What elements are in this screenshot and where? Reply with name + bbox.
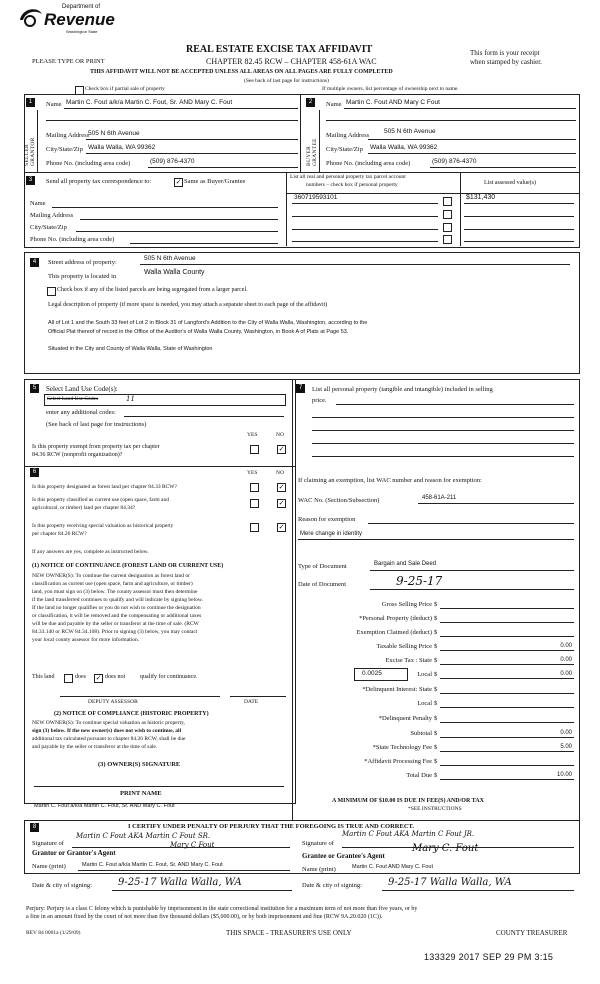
parcel-2-personal-checkbox[interactable] — [443, 210, 452, 219]
logo-state-text: Washington State — [66, 29, 98, 34]
section-1-number: 1 — [26, 98, 35, 107]
segregated-label: Check box if any of the listed parcels are being segregated from a larger parcel. — [57, 287, 248, 293]
continuance-line: If the land no longer qualifies or you do not wish to continue the designation — [32, 605, 201, 611]
amount-line[interactable] — [440, 722, 574, 723]
local-rate-value: 0.0025 — [362, 670, 382, 677]
exemption-claimed-label: Exemption Claimed (deduct) — [356, 629, 432, 636]
wac-line — [418, 503, 574, 504]
taxable-selling-label: Taxable Selling Price — [376, 643, 432, 650]
s6-q1-yes-checkbox[interactable] — [250, 483, 259, 492]
amount-line[interactable] — [440, 608, 574, 609]
street-line — [140, 264, 570, 265]
section-6-number: 6 — [30, 468, 39, 477]
s6-q1-no-checkbox[interactable]: ✓ — [278, 483, 285, 491]
perjury-text-1: Perjury: Perjury is a class C felony which is punishable by imprisonment in the state correctional institution for a maximum term of not more than five years, or by — [26, 906, 418, 912]
logo-revenue-text: Revenue — [44, 10, 115, 29]
total-due-label: Total Due — [406, 772, 432, 779]
technology-fee-value: 5.00 — [560, 744, 572, 750]
section-5-number: 5 — [30, 384, 39, 393]
divider-1-2 — [300, 94, 301, 172]
amount-line[interactable] — [440, 707, 574, 708]
subtotal-label: Subtotal — [410, 730, 432, 737]
reason-label: Reason for exemption — [298, 516, 356, 523]
see-back-text: (See back of last page for instructions) — [244, 78, 329, 84]
segregated-checkbox[interactable] — [47, 287, 56, 296]
excise-local-value: 0.00 — [560, 671, 572, 677]
s3-mailing-line — [80, 219, 278, 220]
buyer-name-line — [344, 108, 576, 109]
legal-line-1: All of Lot 1 and the South 33 feet of Lot 2 in Block 31 of Langford's Addition to the City of Walla Walla, Washington, according to the — [48, 320, 368, 326]
parcel-line-3 — [292, 229, 438, 230]
parcel-header-2: numbers – check box if personal property — [306, 182, 398, 188]
section-7-number: 7 — [296, 384, 305, 393]
assessed-line-2 — [464, 216, 574, 217]
buyer-phone-label: Phone No. (including area code) — [326, 160, 411, 167]
amount-line[interactable] — [440, 664, 574, 665]
amount-line[interactable] — [440, 751, 574, 752]
seller-phone-line — [148, 167, 298, 168]
grantee-signature-1: Martin C Fout AKA Martin C Fout JR. — [342, 830, 475, 838]
grantee-date-label: Date & city of signing: — [302, 882, 362, 889]
dollar-sign: $ — [434, 657, 438, 664]
partial-sale-label: Check box if partial sale of property — [85, 86, 165, 92]
receipt-note-1: This form is your receipt — [470, 49, 540, 57]
street-label: Street address of property: — [48, 259, 117, 266]
assessed-line-1 — [464, 203, 574, 204]
dollar-sign: $ — [434, 601, 438, 608]
continuance-title: (1) NOTICE OF CONTINUANCE (FOREST LAND OR CURRENT USE) — [32, 563, 224, 569]
section-3-divider-a — [286, 172, 287, 246]
dollar-sign: $ — [434, 643, 438, 650]
land-use-code-value: 11 — [126, 395, 135, 403]
qualify-label: qualify for continuance. — [140, 674, 198, 680]
legal-line-2: Official Plat thereof of record in the Office of the Auditor's of Walla Walla County, Washington, in Book A of Plats at Page 53. — [48, 329, 349, 335]
form-subtitle: CHAPTER 82.45 RCW – CHAPTER 458-61A WAC — [206, 57, 377, 66]
grantor-signature-label: Signature of — [32, 840, 64, 847]
delinquent-interest-local-label: Local — [417, 700, 432, 707]
does-not-checkbox[interactable]: ✓ — [95, 674, 102, 682]
amount-line[interactable] — [440, 765, 574, 766]
s6-q3a: Is this property receiving special valuation as historical property — [32, 523, 174, 529]
personal-line-5[interactable] — [312, 456, 574, 457]
grantee-signature-line[interactable] — [342, 847, 574, 848]
buyer-name-value[interactable]: Martin C. Fout AND Mary C Fout — [346, 99, 440, 106]
dollar-sign: $ — [434, 744, 438, 751]
logo-mark-icon — [18, 6, 44, 28]
excise-state-label: Excise Tax : State — [385, 657, 432, 664]
grantor-print-label: Name (print) — [32, 863, 66, 870]
grantor-agent-label: Grantor or Grantor's Agent — [32, 849, 116, 857]
s6-q2-yes-checkbox[interactable] — [250, 499, 259, 508]
assessed-line-3 — [464, 229, 574, 230]
section-4-number: 4 — [30, 258, 39, 267]
assessed-header: List assessed value(s) — [484, 180, 536, 186]
personal-line-1[interactable] — [336, 404, 574, 405]
s3-city-label: City/State/Zip — [30, 224, 67, 231]
grantor-date-line — [112, 890, 292, 891]
technology-fee-label: *State Technology Fee — [372, 744, 432, 751]
continuance-line: will be due and payable by the seller or transferor at the time of sale. (RCW — [32, 621, 199, 627]
personal-line-4[interactable] — [312, 443, 574, 444]
sections-1-3-frame — [24, 94, 580, 248]
personal-property-label-1: List all personal property (tangible and intangible) included in selling — [312, 386, 493, 393]
print-name-value: Martin C. Fout a/k/a Martin C. Fout, Sr. AND Mary C. Fout — [34, 803, 175, 809]
s3-mailing-label: Mailing Address — [30, 212, 74, 219]
s6-q3b: per chapter 84.26 RCW? — [32, 531, 87, 537]
s6-if-yes: If any answers are yes, complete as instructed below. — [32, 549, 149, 555]
amount-line[interactable] — [440, 678, 574, 679]
located-value[interactable]: Walla Walla County — [144, 269, 205, 276]
amount-line[interactable] — [440, 622, 574, 623]
same-as-buyer-checkbox[interactable]: ✓ — [175, 178, 182, 186]
grantor-print-line — [78, 870, 290, 871]
does-checkbox[interactable] — [64, 674, 73, 683]
taxable-selling-value: 0.00 — [560, 643, 572, 649]
grantor-print-value[interactable]: Martin C. Fout a/k/a Martin C. Fout, Sr. AND Mary C. Fout — [82, 862, 223, 868]
additional-codes-line — [124, 416, 284, 417]
doc-date-line — [370, 589, 574, 590]
reason-line — [368, 523, 574, 524]
deputy-assessor-label: DEPUTY ASSESSOR — [88, 699, 138, 705]
historic-line: NEW OWNER(S): To continue special valuation as historic property, — [32, 720, 185, 726]
s5-yes-header: YES — [247, 432, 258, 438]
parcel-1-personal-checkbox[interactable] — [443, 197, 452, 206]
s6-yes-header: YES — [247, 470, 258, 476]
form-title: REAL ESTATE EXCISE TAX AFFIDAVIT — [186, 44, 373, 55]
dollar-sign: $ — [434, 772, 438, 779]
please-type-text: PLEASE TYPE OR PRINT — [32, 58, 105, 65]
dollar-sign: $ — [434, 615, 438, 622]
seller-name-line — [64, 108, 298, 109]
s6-q2a: Is this property classified as current use (open space, farm and — [32, 497, 169, 503]
total-due-value: 10.00 — [556, 772, 572, 778]
parcel-3-personal-checkbox[interactable] — [443, 223, 452, 232]
this-land-label: This land — [32, 674, 55, 680]
warning-text: THIS AFFIDAVIT WILL NOT BE ACCEPTED UNLESS ALL AREAS ON ALL PAGES ARE FULLY COMPLETED — [90, 69, 393, 75]
delinquent-interest-state-label: *Delinquent Interest: State — [362, 686, 432, 693]
land-use-select-value: Select Land Use Codes — [47, 396, 99, 402]
s5-no-header: NO — [276, 432, 284, 438]
historic-line: sign (3) below. If the new owner(s) does not wish to continue, all — [32, 728, 182, 734]
section-3-number: 3 — [26, 176, 35, 185]
dollar-sign: $ — [434, 671, 438, 678]
grantee-print-value[interactable]: Martin C. Fout AND Mary C. Fout — [352, 864, 433, 870]
exempt-question-2: 84.36 RCW (nonprofit organization)? — [32, 452, 123, 458]
exempt-question-1: Is this property exempt from property tax per chapter — [32, 444, 160, 450]
s5-see-back: (See back of last page for instructions) — [46, 421, 147, 428]
form-revision: REV 84 0001a (1/29/09) — [26, 930, 81, 936]
parcel-line-2 — [292, 216, 438, 217]
s6-q3-no-checkbox[interactable]: ✓ — [278, 523, 285, 531]
assessed-1-value[interactable]: $131,430 — [466, 194, 496, 201]
grantee-print-label: Name (print) — [302, 866, 336, 873]
wac-label: WAC No. (Section/Subsection) — [298, 497, 380, 504]
owner-signature-label: (3) OWNER(S) SIGNATURE — [98, 761, 181, 768]
s3-name-line — [52, 207, 278, 208]
subtotal-value: 0.00 — [560, 730, 572, 736]
buyer-name-label: Name — [326, 101, 342, 108]
historic-line: and payable by the seller or transferor at the time of sale. — [32, 744, 158, 750]
s3-phone-line — [130, 243, 278, 244]
grantee-agent-label: Grantee or Grantee's Agent — [302, 852, 385, 860]
seller-mailing-value[interactable]: 505 N 6th Avenue — [88, 130, 140, 137]
seller-city-line — [86, 153, 298, 154]
logo-dept-text: Department of — [62, 4, 101, 10]
continuance-line: land, you must sign on (3) below. The county assessor must then determine — [32, 589, 198, 595]
s6-q2b: agricultural, or timber) land per chapter 84.34? — [32, 505, 136, 511]
doc-type-label: Type of Document — [298, 563, 347, 570]
divider-top-3 — [24, 172, 579, 173]
buyer-grantee-label: BUYER GRANTEE — [306, 138, 318, 166]
recording-stamp: 133329 2017 SEP 29 PM 3:15 — [424, 952, 554, 962]
legal-line-3: Situated in the City and County of Walla Walla, State of Washington — [48, 346, 213, 352]
s6-q2-no-checkbox[interactable]: ✓ — [278, 499, 285, 507]
land-use-label: Select Land Use Code(s): — [46, 385, 118, 393]
doc-type-line — [370, 570, 574, 571]
section-8-number: 8 — [30, 823, 39, 832]
continuance-line: 84.33.140 or RCW 84.34.108). Prior to signing (3) below, you may contact — [32, 629, 198, 635]
delinquent-penalty-label: *Delinquent Penalty — [378, 715, 432, 722]
deputy-date-line — [230, 696, 286, 697]
grantee-signature-label: Signature of — [302, 840, 334, 847]
dollar-sign: $ — [434, 629, 438, 636]
seller-name-value[interactable]: Martin C. Fout a/k/a Martin C. Fout, Sr. AND Mary C. Fout — [66, 99, 233, 106]
exemption-label: If claiming an exemption, list WAC number and reason for exemption: — [298, 477, 482, 484]
doc-date-label: Date of Document — [298, 581, 347, 588]
historic-line: additional tax calculated pursuant to chapter 84.26 RCW, shall be due — [32, 736, 186, 742]
seller-phone-label: Phone No. (including area code) — [46, 160, 131, 167]
s3-phone-label: Phone No. (including area code) — [30, 236, 115, 243]
section-7-frame — [292, 379, 580, 821]
amount-line[interactable] — [440, 693, 574, 694]
continuance-line: classification as current use (open space, farm and agriculture, or timber) — [32, 581, 193, 587]
parcel-line-4 — [292, 241, 438, 242]
personal-property-deduct-label: *Personal Property (deduct) — [359, 615, 432, 622]
assessed-line-4 — [464, 241, 574, 242]
receipt-note-2: when stamped by cashier. — [470, 58, 542, 66]
reason-value[interactable]: Mere change in identity — [300, 531, 363, 537]
county-treasurer-label: COUNTY TREASURER — [496, 929, 568, 937]
continuance-line: your local county assessor for more information. — [32, 637, 140, 643]
dollar-sign: $ — [434, 758, 438, 765]
seller-mailing-line — [86, 139, 298, 140]
grantor-date-label: Date & city of signing: — [32, 882, 92, 889]
parcel-4-personal-checkbox[interactable] — [443, 235, 452, 244]
dollar-sign: $ — [434, 700, 438, 707]
send-correspondence-label: Send all property tax correspondence to: — [46, 178, 152, 185]
seller-name-line-2 — [46, 120, 298, 121]
seller-mailing-label: Mailing Address — [46, 132, 90, 139]
continuance-line: if the land transferred continues to qualify and will indicate by signing below. — [32, 597, 203, 603]
buyer-phone-value[interactable]: (509) 876-4370 — [432, 158, 477, 165]
s3-city-line — [76, 231, 278, 232]
buyer-city-label: City/State/Zip — [326, 146, 363, 153]
amount-line[interactable] — [440, 779, 574, 780]
grantee-signature-2: Mary C. Fout — [412, 843, 479, 854]
amount-line[interactable] — [440, 636, 574, 637]
treasurer-space-label: THIS SPACE - TREASURER'S USE ONLY — [226, 929, 352, 937]
additional-codes-label: enter any additional codes: — [46, 409, 116, 416]
parcel-line-1 — [292, 203, 438, 204]
seller-grantor-label: SELLER GRANTOR — [24, 137, 36, 166]
seller-phone-value[interactable]: (509) 876-4370 — [150, 158, 195, 165]
s3-name-label: Name — [30, 200, 46, 207]
section-3-divider-b — [460, 172, 461, 246]
excise-state-value: 0.00 — [560, 657, 572, 663]
grantee-date-line — [382, 890, 574, 891]
s6-q1: Is this property designated as forest land per chapter 84.33 RCW? — [32, 484, 177, 490]
doc-date-value[interactable]: 9-25-17 — [396, 574, 443, 588]
grantor-signature-2: Mary C Fout — [170, 841, 215, 849]
deputy-assessor-line — [60, 696, 220, 697]
reason-line-2 — [298, 539, 574, 540]
same-as-buyer-label: Same as Buyer/Grantee — [184, 178, 246, 185]
section-2-number: 2 — [306, 98, 315, 107]
historic-title: (2) NOTICE OF COMPLIANCE (HISTORIC PROPERTY) — [54, 711, 209, 717]
processing-fee-label: *Affidavit Processing Fee — [364, 758, 432, 765]
does-label: does — [75, 674, 86, 680]
section-4-frame — [24, 252, 580, 374]
buyer-mailing-line — [368, 139, 576, 140]
street-value[interactable]: 505 N 6th Avenue — [144, 255, 196, 262]
personal-line-3[interactable] — [312, 430, 574, 431]
seller-city-value[interactable]: Walla Walla, WA 99362 — [88, 144, 156, 151]
grantor-signature-line[interactable] — [72, 847, 290, 848]
seller-name-label: Name — [46, 101, 62, 108]
perjury-text-2: a fine in an amount fixed by the court of not more than five thousand dollars ($5,000.00), or by both imprisonment and fine (RCW 9A.20.020 (1C)). — [26, 914, 383, 920]
personal-property-label-2: price. — [312, 397, 327, 404]
seller-city-label: City/State/Zip — [46, 146, 83, 153]
buyer-mailing-label: Mailing Address — [326, 132, 370, 139]
dollar-sign: $ — [434, 715, 438, 722]
owner-signature-line[interactable] — [34, 786, 284, 787]
parcel-header-1: List all real and personal property tax parcel account — [290, 174, 406, 180]
amount-line[interactable] — [440, 650, 574, 651]
grantor-signature-1: Martin C Fout AKA Martin C Fout SR. — [76, 832, 211, 840]
exempt-no-checkbox[interactable]: ✓ — [278, 445, 285, 453]
wac-value[interactable]: 458-61A-211 — [422, 495, 457, 501]
continuance-line: or classification, it will be removed and the compensating or additional taxes — [32, 613, 202, 619]
gross-selling-label: Gross Selling Price — [381, 601, 432, 608]
located-label: This property is located in — [48, 273, 117, 280]
s6-q3-yes-checkbox[interactable] — [250, 523, 259, 532]
minimum-due-note: A MINIMUM OF $10.00 IS DUE IN FEE(S) AND/OR TAX — [332, 798, 484, 804]
excise-local-label: Local — [417, 671, 432, 678]
buyer-side-rule — [319, 110, 320, 172]
certify-statement: I CERTIFY UNDER PENALTY OF PERJURY THAT THE FOREGOING IS TRUE AND CORRECT. — [128, 823, 415, 830]
doc-type-value[interactable]: Bargain and Sale Deed — [374, 561, 437, 567]
multiple-owners-label: If multiple owners, list percentage of ownership next to name. — [322, 86, 459, 92]
buyer-phone-line — [430, 167, 576, 168]
see-instructions-note: *SEE INSTRUCTIONS — [408, 806, 462, 812]
seller-side-rule — [37, 110, 38, 172]
dollar-sign: $ — [434, 686, 438, 693]
grantor-date-value[interactable]: 9-25-17 Walla Walla, WA — [118, 877, 242, 888]
buyer-mailing-value[interactable]: 505 N 6th Avenue — [384, 128, 436, 135]
s6-no-header: NO — [276, 470, 284, 476]
personal-line-2[interactable] — [312, 417, 574, 418]
legal-label: Legal description of property (if more space is needed, you may attach a separate sheet to each page of the affidavit) — [48, 302, 328, 308]
grantee-date-value[interactable]: 9-25-17 Walla Walla, WA — [388, 877, 512, 888]
dollar-sign: $ — [434, 730, 438, 737]
does-not-label: does not — [105, 674, 126, 680]
print-name-label: PRINT NAME — [120, 790, 162, 797]
amount-line[interactable] — [440, 737, 574, 738]
buyer-city-line — [368, 153, 576, 154]
section-6-frame — [24, 466, 296, 804]
parcel-1-value[interactable]: 360719593101 — [294, 194, 338, 201]
buyer-city-value[interactable]: Walla Walla, WA 99362 — [370, 144, 438, 151]
continuance-line: NEW OWNER(S): To continue the current designation as forest land or — [32, 573, 190, 579]
exempt-yes-checkbox[interactable] — [250, 445, 259, 454]
deputy-date-label: DATE — [244, 699, 259, 705]
buyer-name-line-2 — [326, 120, 576, 121]
